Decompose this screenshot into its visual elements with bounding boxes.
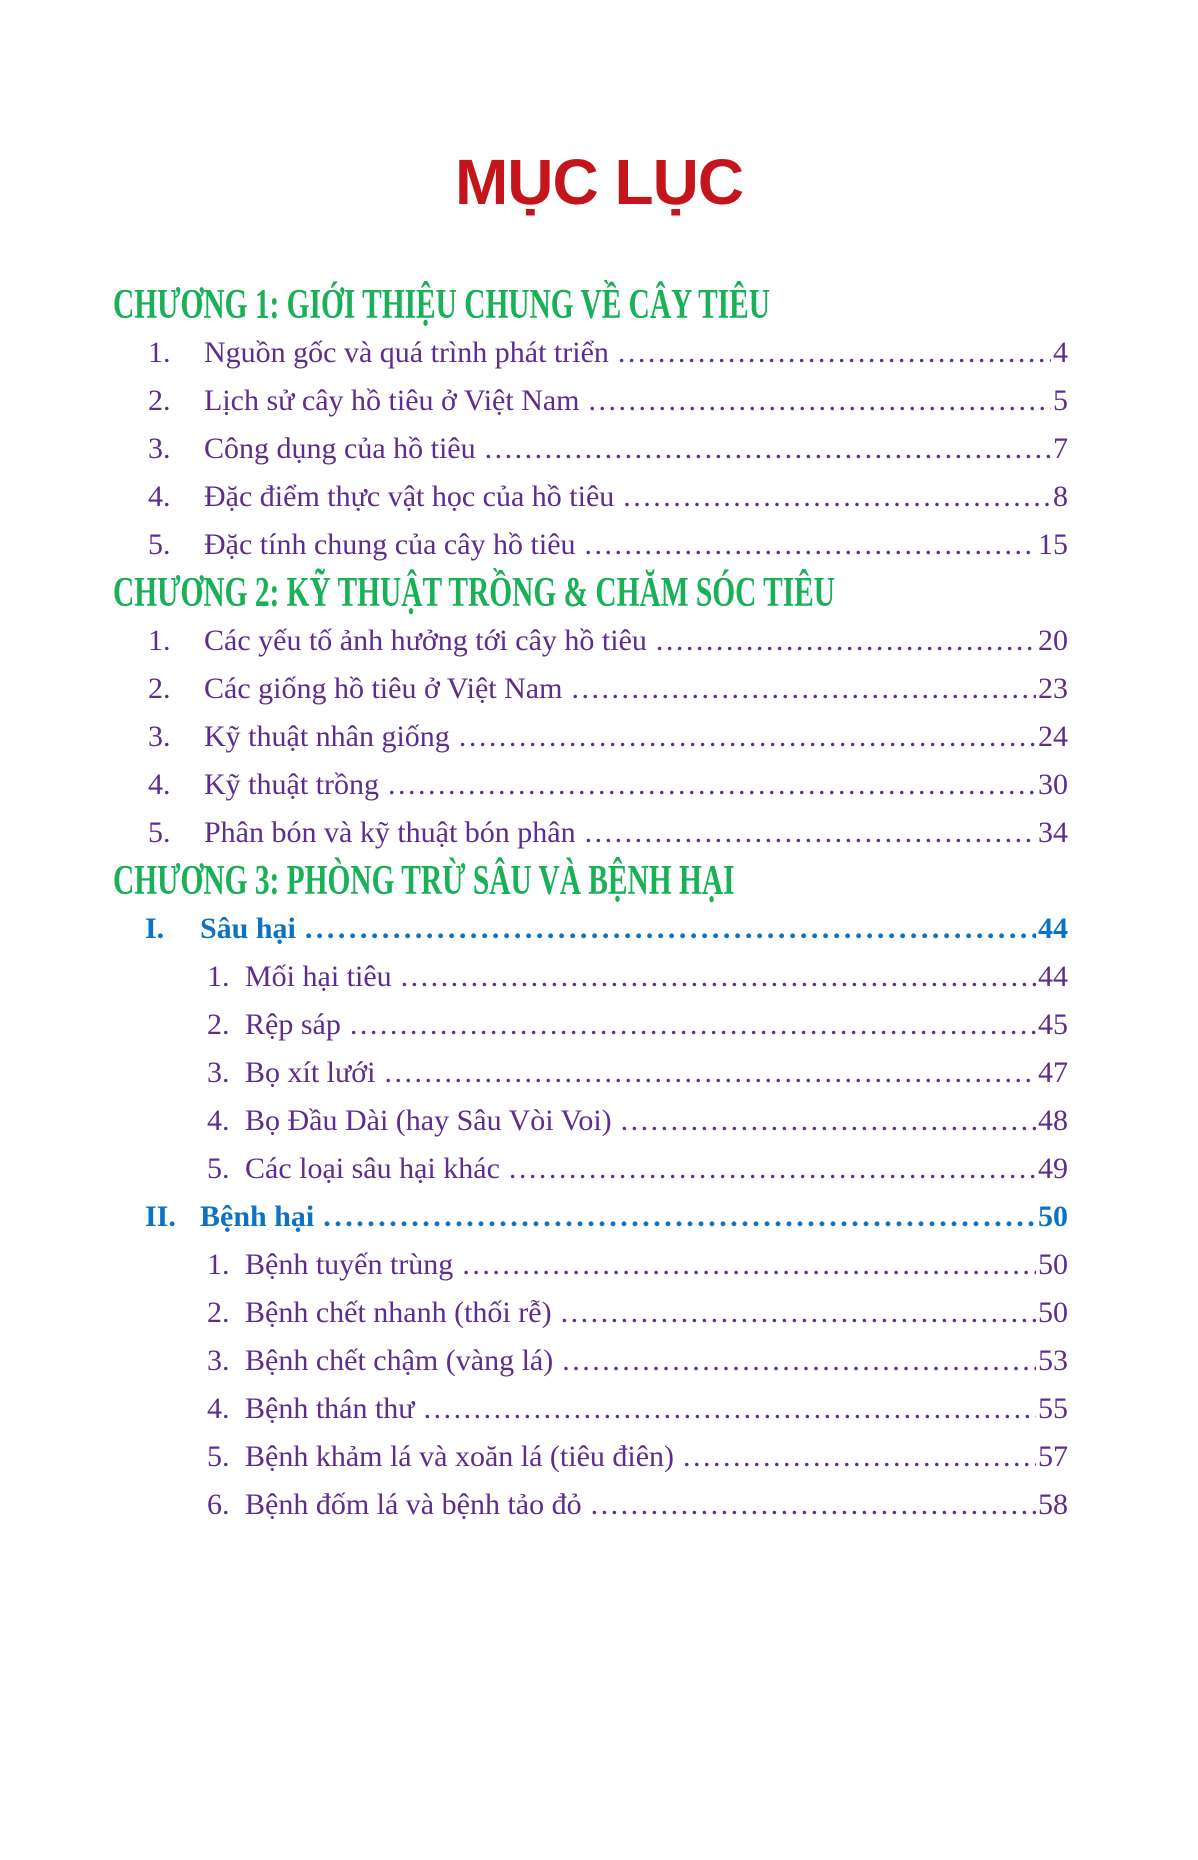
toc-entry-page: 57: [1038, 1440, 1068, 1473]
dot-leader: [485, 425, 1051, 473]
dot-leader: [388, 761, 1036, 809]
toc-entry-number: 5.: [148, 528, 171, 561]
toc-entry-number: 1.: [207, 1248, 230, 1281]
toc-list: [113, 281, 1068, 1529]
toc-entry-title: Bọ Đầu Dài (hay Sâu Vòi Voi): [245, 1104, 612, 1137]
toc-entry-page: 50: [1038, 1248, 1068, 1281]
toc-entry-title: Bọ xít lưới: [245, 1056, 376, 1089]
toc-entry-title: Sâu hại: [200, 912, 296, 945]
toc-entry-title: Bệnh hại: [200, 1200, 315, 1233]
toc-entry-number: 5.: [207, 1440, 230, 1473]
toc-entry-page: 30: [1038, 768, 1068, 801]
toc-entry-page: 20: [1038, 624, 1068, 657]
toc-entry-number: 3.: [207, 1344, 230, 1377]
toc-entry-number: 1.: [148, 624, 171, 657]
toc-entry-number: 3.: [148, 432, 171, 465]
toc-entry-page: 50: [1038, 1296, 1068, 1329]
toc-entry-page: 23: [1038, 672, 1068, 705]
toc-entry-title: Đặc tính chung của cây hồ tiêu: [204, 528, 576, 561]
toc-row-chapter: [113, 857, 1068, 905]
toc-row-subitem: [113, 1337, 1068, 1385]
dot-leader: [571, 665, 1036, 713]
toc-entry-number: II.: [145, 1200, 176, 1233]
dot-leader: [509, 1145, 1036, 1193]
toc-entry-title: Các loại sâu hại khác: [245, 1152, 500, 1185]
dot-leader: [384, 1049, 1036, 1097]
toc-entry-title: Nguồn gốc và quá trình phát triển: [204, 336, 609, 369]
toc-entry-number: 4.: [148, 480, 171, 513]
toc-entry-page: 44: [1038, 960, 1068, 993]
toc-entry-page: 4: [1053, 336, 1068, 369]
dot-leader: [683, 1433, 1036, 1481]
dot-leader: [585, 809, 1036, 857]
toc-entry-title: Bệnh khảm lá và xoăn lá (tiêu điên): [245, 1440, 675, 1473]
toc-entry-title: Công dụng của hồ tiêu: [204, 432, 476, 465]
toc-entry-page: 44: [1038, 912, 1068, 945]
dot-leader: [591, 1481, 1036, 1529]
toc-entry-title: CHƯƠNG 3: PHÒNG TRỪ SÂU VÀ BỆNH HẠI: [113, 858, 735, 904]
toc-entry-number: 3.: [207, 1056, 230, 1089]
toc-entry-number: 2.: [148, 672, 171, 705]
toc-row-subitem: [113, 1241, 1068, 1289]
toc-row-subitem: [113, 1433, 1068, 1481]
toc-row-subitem: [113, 1001, 1068, 1049]
toc-row-subitem: [113, 1385, 1068, 1433]
toc-entry-page: 48: [1038, 1104, 1068, 1137]
toc-entry-page: 53: [1038, 1344, 1068, 1377]
toc-row-subitem: [113, 953, 1068, 1001]
toc-row-item: [113, 809, 1068, 857]
toc-entry-title: CHƯƠNG 1: GIỚI THIỆU CHUNG VỀ CÂY TIÊU: [113, 282, 770, 328]
toc-entry-title: CHƯƠNG 2: KỸ THUẬT TRỒNG & CHĂM SÓC TIÊU: [113, 570, 836, 616]
dot-leader: [350, 1001, 1036, 1049]
dot-leader: [621, 1097, 1036, 1145]
dot-leader: [656, 617, 1036, 665]
toc-entry-page: 8: [1053, 480, 1068, 513]
toc-entry-number: 4.: [207, 1104, 230, 1137]
toc-row-item: [113, 665, 1068, 713]
toc-entry-title: Các yếu tố ảnh hưởng tới cây hồ tiêu: [204, 624, 647, 657]
toc-entry-title: Phân bón và kỹ thuật bón phân: [204, 816, 576, 849]
toc-entry-number: 1.: [148, 336, 171, 369]
toc-entry-page: 24: [1038, 720, 1068, 753]
toc-entry-page: 50: [1038, 1200, 1068, 1233]
toc-row-item: [113, 761, 1068, 809]
toc-row-subitem: [113, 1145, 1068, 1193]
toc-row-item: [113, 377, 1068, 425]
toc-row-section: [113, 905, 1068, 953]
toc-entry-title: Bệnh chết nhanh (thối rễ): [245, 1296, 552, 1329]
toc-entry-title: Rệp sáp: [245, 1008, 341, 1041]
toc-entry-page: 49: [1038, 1152, 1068, 1185]
toc-page: [0, 146, 1198, 1860]
toc-row-section: [113, 1193, 1068, 1241]
toc-entry-page: 45: [1038, 1008, 1068, 1041]
toc-entry-number: 1.: [207, 960, 230, 993]
dot-leader: [462, 1241, 1036, 1289]
toc-row-subitem: [113, 1049, 1068, 1097]
toc-entry-title: Kỹ thuật nhân giống: [204, 720, 450, 753]
toc-entry-page: 58: [1038, 1488, 1068, 1521]
dot-leader: [589, 377, 1051, 425]
toc-entry-number: 2.: [207, 1296, 230, 1329]
toc-entry-number: 2.: [148, 384, 171, 417]
dot-leader: [561, 1289, 1036, 1337]
toc-entry-number: 3.: [148, 720, 171, 753]
toc-row-item: [113, 425, 1068, 473]
toc-entry-title: Kỹ thuật trồng: [204, 768, 379, 801]
toc-row-item: [113, 473, 1068, 521]
toc-row-item: [113, 521, 1068, 569]
toc-entry-title: Bệnh thán thư: [245, 1392, 415, 1425]
dot-leader: [562, 1337, 1036, 1385]
toc-entry-title: Mối hại tiêu: [245, 960, 392, 993]
toc-row-item: [113, 329, 1068, 377]
toc-row-item: [113, 617, 1068, 665]
toc-entry-page: 7: [1053, 432, 1068, 465]
toc-entry-number: 5.: [207, 1152, 230, 1185]
toc-row-subitem: [113, 1289, 1068, 1337]
dot-leader: [459, 713, 1036, 761]
toc-entry-number: 6.: [207, 1488, 230, 1521]
toc-entry-page: 5: [1053, 384, 1068, 417]
page-title: MỤC LỤC: [454, 146, 744, 218]
toc-row-chapter: [113, 281, 1068, 329]
toc-entry-number: 5.: [148, 816, 171, 849]
toc-row-chapter: [113, 569, 1068, 617]
toc-entry-title: Các giống hồ tiêu ở Việt Nam: [204, 672, 563, 705]
toc-entry-page: 34: [1038, 816, 1068, 849]
toc-entry-number: 4.: [207, 1392, 230, 1425]
toc-entry-number: I.: [145, 912, 165, 945]
dot-leader: [623, 473, 1051, 521]
toc-entry-title: Lịch sử cây hồ tiêu ở Việt Nam: [204, 384, 580, 417]
dot-leader: [401, 953, 1036, 1001]
toc-row-subitem: [113, 1481, 1068, 1529]
toc-entry-number: 2.: [207, 1008, 230, 1041]
toc-entry-number: 4.: [148, 768, 171, 801]
toc-entry-title: Bệnh tuyến trùng: [245, 1248, 454, 1281]
toc-entry-title: Đặc điểm thực vật học của hồ tiêu: [204, 480, 615, 513]
toc-entry-title: Bệnh chết chậm (vàng lá): [245, 1344, 554, 1377]
dot-leader: [323, 1193, 1036, 1241]
toc-row-item: [113, 713, 1068, 761]
toc-row-subitem: [113, 1097, 1068, 1145]
dot-leader: [305, 905, 1036, 953]
toc-entry-page: 47: [1038, 1056, 1068, 1089]
toc-entry-title: Bệnh đốm lá và bệnh tảo đỏ: [245, 1488, 582, 1521]
toc-entry-page: 15: [1038, 528, 1068, 561]
dot-leader: [585, 521, 1036, 569]
dot-leader: [424, 1385, 1036, 1433]
dot-leader: [618, 329, 1051, 377]
toc-entry-page: 55: [1038, 1392, 1068, 1425]
